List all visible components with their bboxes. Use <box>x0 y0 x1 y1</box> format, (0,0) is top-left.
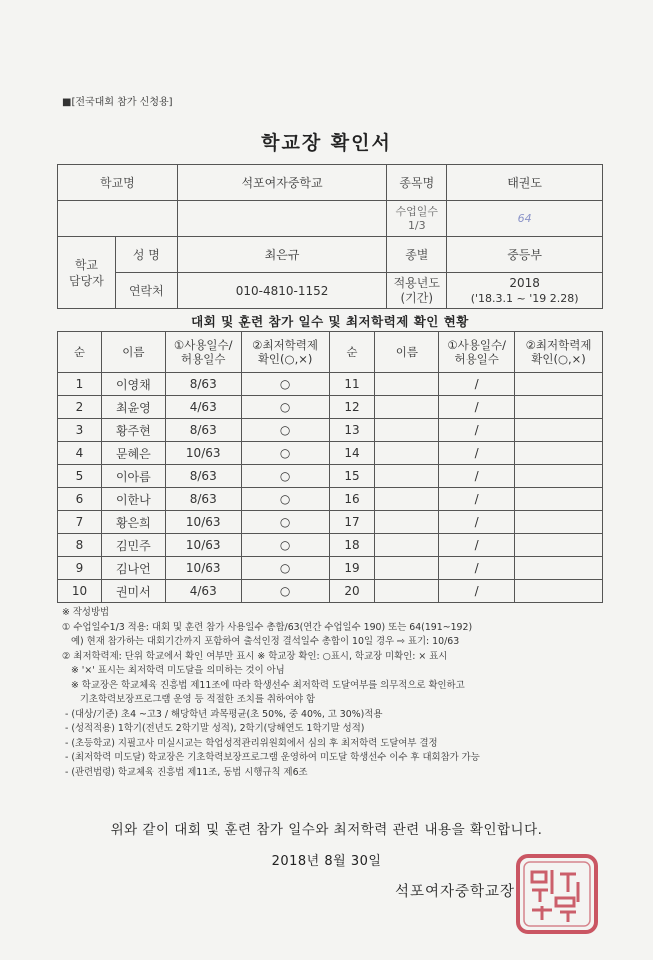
used-days-cell: 4/63 <box>165 396 241 419</box>
academic-check-cell <box>515 580 603 603</box>
used-days-cell: 8/63 <box>165 465 241 488</box>
student-name-cell: 이아름 <box>101 465 165 488</box>
academic-check-cell: ○ <box>241 373 329 396</box>
row-no-cell: 3 <box>58 419 102 442</box>
row-no-cell: 20 <box>329 580 375 603</box>
row-no-cell: 6 <box>58 488 102 511</box>
table-row <box>58 511 603 534</box>
academic-check-cell <box>515 442 603 465</box>
student-name-cell <box>375 580 439 603</box>
form-type-label: ■[전국대회 참가 신청용] <box>62 97 173 108</box>
student-name-cell <box>375 488 439 511</box>
student-name-cell <box>375 557 439 580</box>
row-no-cell: 15 <box>329 465 375 488</box>
table-row <box>58 442 603 465</box>
school-name-label: 학교명 <box>58 165 178 201</box>
student-name-cell <box>375 373 439 396</box>
note-line: ※ 학교장은 학교체육 진흥법 제11조에 따라 학생선수 최저학력 도달여부를 의무적으로 확인하고 <box>62 679 465 691</box>
row-no-cell: 17 <box>329 511 375 534</box>
category-label: 종별 <box>387 237 447 273</box>
confirmation-statement: 위와 같이 대회 및 훈련 참가 일수와 최저학력 관련 내용을 확인합니다. <box>110 822 543 838</box>
student-name-cell: 황은희 <box>101 511 165 534</box>
academic-check-cell <box>515 419 603 442</box>
used-days-cell: / <box>439 442 515 465</box>
used-days-cell: / <box>439 580 515 603</box>
row-no-cell: 5 <box>58 465 102 488</box>
note-line: - (초등학교) 지필고사 미실시교는 학업성적관리위원회에서 심의 후 최저학력 도달여부 결정 <box>62 737 438 749</box>
used-days-cell: / <box>439 465 515 488</box>
used-days-cell: 8/63 <box>165 419 241 442</box>
academic-check-cell <box>515 488 603 511</box>
class-days-value: 64 <box>447 201 603 237</box>
section-title: 대회 및 훈련 참가 일수 및 최저학력제 확인 현황 <box>191 314 469 329</box>
table-row <box>58 373 603 396</box>
apply-year-value: 2018 <box>509 275 540 290</box>
table-header-row <box>58 332 603 373</box>
note-line: - (성적적용) 1학기(전년도 2학기말 성적), 2학기(당해연도 1학기말 성적) <box>62 723 365 734</box>
used-days-cell: / <box>439 557 515 580</box>
class-days-label: 수업일수 1/3 <box>387 201 447 237</box>
note-line: ※ '×' 표시는 최저학력 미도달을 의미하는 것이 아님 <box>62 665 285 676</box>
row-no-cell: 4 <box>58 442 102 465</box>
row-no-cell: 8 <box>58 534 102 557</box>
row-no-cell: 13 <box>329 419 375 442</box>
note-line: 기초학력보장프로그램 운영 등 적절한 조치를 취하여야 함 <box>62 694 316 705</box>
header-no-2: 순 <box>329 332 375 373</box>
table-row <box>58 396 603 419</box>
academic-check-cell: ○ <box>241 442 329 465</box>
apply-year-cell <box>447 273 603 309</box>
student-name-cell <box>375 442 439 465</box>
academic-check-cell <box>515 465 603 488</box>
student-name-cell: 권미서 <box>101 580 165 603</box>
header-confirm-2: ②최저학력제 확인(○,×) <box>515 332 603 373</box>
table-row <box>58 580 603 603</box>
header-days: ①사용일수/ 허용일수 <box>165 332 241 373</box>
used-days-cell: 10/63 <box>165 534 241 557</box>
used-days-cell: 10/63 <box>165 511 241 534</box>
used-days-cell: / <box>439 511 515 534</box>
contact-label: 연락처 <box>115 273 177 309</box>
used-days-cell: 10/63 <box>165 557 241 580</box>
event-value: 태권도 <box>447 165 603 201</box>
used-days-cell: / <box>439 396 515 419</box>
student-name-cell <box>375 419 439 442</box>
used-days-cell: 8/63 <box>165 373 241 396</box>
manager-name-value: 최은규 <box>177 237 387 273</box>
row-no-cell: 11 <box>329 373 375 396</box>
header-days-2: ①사용일수/ 허용일수 <box>439 332 515 373</box>
academic-check-cell: ○ <box>241 465 329 488</box>
row-no-cell: 9 <box>58 557 102 580</box>
academic-check-cell: ○ <box>241 534 329 557</box>
contact-value: 010-4810-1152 <box>177 273 387 309</box>
academic-check-cell <box>515 534 603 557</box>
event-label: 종목명 <box>387 165 447 201</box>
student-name-cell: 이한나 <box>101 488 165 511</box>
table-row <box>58 419 603 442</box>
note-line: - (대상/기준) 초4 ~고3 / 해당학년 과목평균(초 50%, 중 40%, 고 30%)적용 <box>62 708 383 720</box>
row-no-cell: 12 <box>329 396 375 419</box>
note-line: ※ 작성방법 <box>62 607 110 618</box>
student-name-cell: 황주현 <box>101 419 165 442</box>
school-name-value: 석포여자중학교 <box>177 165 387 201</box>
student-name-cell: 김민주 <box>101 534 165 557</box>
apply-period-value: ('18.3.1 ~ '19 2.28) <box>470 291 579 305</box>
row-no-cell: 19 <box>329 557 375 580</box>
note-line: - (관련법령) 학교체육 진흥법 제11조, 동법 시행규칙 제6조 <box>62 766 308 778</box>
academic-check-cell: ○ <box>241 419 329 442</box>
student-name-cell: 김나언 <box>101 557 165 580</box>
row-no-cell: 2 <box>58 396 102 419</box>
academic-check-cell: ○ <box>241 511 329 534</box>
manager-label: 학교 담당자 <box>58 237 116 309</box>
note-line: ② 최저학력제: 단위 학교에서 확인 여부만 표시 ※ 학교장 확인: ○표시, 학교장 미확인: × 표시 <box>62 650 448 662</box>
header-name-2: 이름 <box>375 332 439 373</box>
table-row <box>58 534 603 557</box>
used-days-cell: 10/63 <box>165 442 241 465</box>
row-no-cell: 18 <box>329 534 375 557</box>
note-line: ① 수업일수1/3 적용: 대회 및 훈련 참가 사용일수 총합/63(연간 수업일수 190) 또는 64(191~192) <box>62 621 473 633</box>
used-days-cell: 8/63 <box>165 488 241 511</box>
table-row <box>58 488 603 511</box>
document-title: 학교장 확인서 <box>261 132 392 154</box>
student-name-cell: 문혜은 <box>101 442 165 465</box>
student-name-cell <box>375 534 439 557</box>
row-no-cell: 1 <box>58 373 102 396</box>
name-label: 성 명 <box>115 237 177 273</box>
student-name-cell <box>375 396 439 419</box>
student-name-cell <box>375 465 439 488</box>
academic-check-cell <box>515 511 603 534</box>
academic-check-cell: ○ <box>241 488 329 511</box>
used-days-cell: / <box>439 534 515 557</box>
official-seal-icon <box>512 852 602 936</box>
apply-year-label: 적용년도 (기간) <box>387 273 447 309</box>
header-no: 순 <box>58 332 102 373</box>
table-row <box>58 465 603 488</box>
student-name-cell <box>375 511 439 534</box>
row-no-cell: 14 <box>329 442 375 465</box>
note-line: 예) 현재 참가하는 대회기간까지 포함하여 출석인정 결석일수 총합이 10일 경우 ⇨ 표기: 10/63 <box>62 636 460 647</box>
used-days-cell: / <box>439 373 515 396</box>
writing-instructions <box>62 606 602 780</box>
used-days-cell: / <box>439 488 515 511</box>
used-days-cell: / <box>439 419 515 442</box>
principal-signature: 석포여자중학교장 <box>395 884 516 900</box>
academic-check-cell <box>515 396 603 419</box>
header-name: 이름 <box>101 332 165 373</box>
used-days-cell: 4/63 <box>165 580 241 603</box>
academic-check-cell: ○ <box>241 580 329 603</box>
school-info-table <box>57 164 603 309</box>
category-value: 중등부 <box>447 237 603 273</box>
signature-date: 2018년 8월 30일 <box>271 854 382 869</box>
academic-check-cell: ○ <box>241 557 329 580</box>
header-confirm: ②최저학력제 확인(○,×) <box>241 332 329 373</box>
academic-check-cell <box>515 373 603 396</box>
participation-table <box>57 331 603 603</box>
academic-check-cell: ○ <box>241 396 329 419</box>
note-line: - (최저학력 미도달) 학교장은 기초학력보장프로그램 운영하여 미도달 학생선수 이수 후 대회참가 가능 <box>62 752 480 763</box>
row-no-cell: 7 <box>58 511 102 534</box>
student-name-cell: 최윤영 <box>101 396 165 419</box>
table-row <box>58 557 603 580</box>
student-name-cell: 이영채 <box>101 373 165 396</box>
row-no-cell: 16 <box>329 488 375 511</box>
academic-check-cell <box>515 557 603 580</box>
row-no-cell: 10 <box>58 580 102 603</box>
